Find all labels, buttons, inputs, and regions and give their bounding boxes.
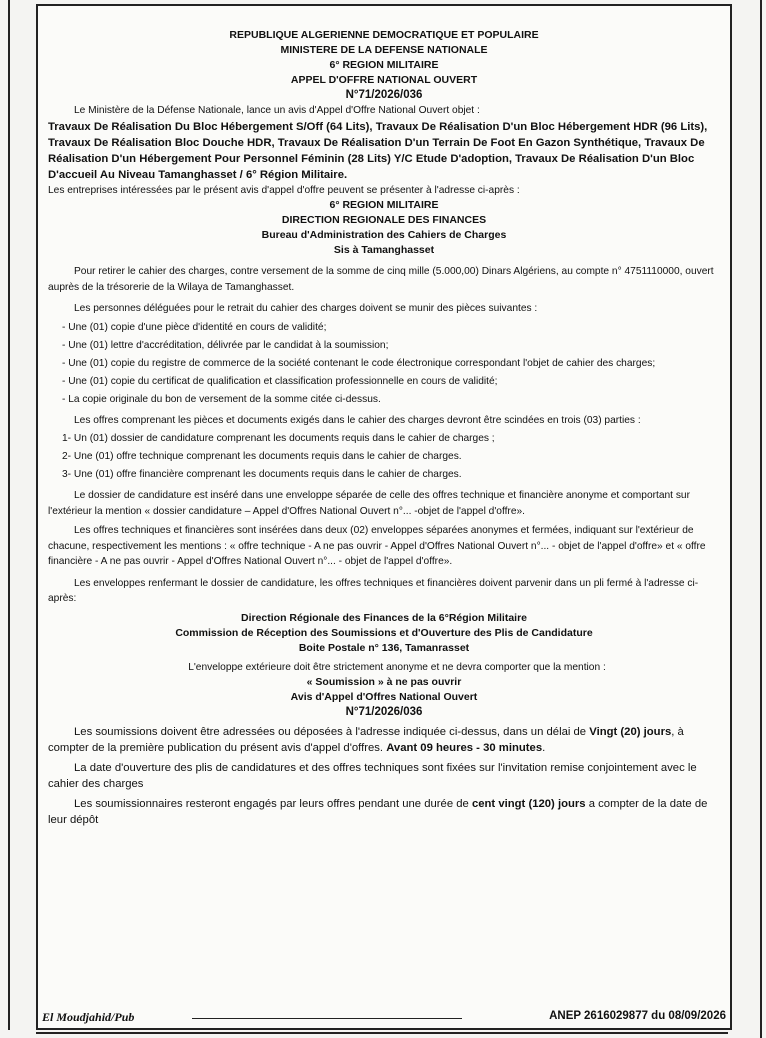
offres-lead: Les offres comprenant les pièces et documents exigés dans le cahier des charges devront être scindées en trois (03) parties : (74, 414, 641, 426)
footer-anep: ANEP 2616029877 du 08/09/2026 (549, 1010, 726, 1022)
engages-paragraph (48, 796, 720, 828)
retrait-paragraph: Pour retirer le cahier des charges, contre versement de la somme de cinq mille (5.000,00) Dinars Algériens, au compte n° 4751110000, ouvert auprès de la trésorerie de la Wilaya de Tamanghasset. (48, 266, 714, 293)
address1-region: 6° REGION MILITAIRE (329, 199, 439, 211)
header-region: 6° REGION MILITAIRE (329, 59, 439, 71)
address1-direction: DIRECTION REGIONALE DES FINANCES (281, 214, 487, 226)
enveloppes-paragraph: Les enveloppes renfermant le dossier de candidature, les offres techniques et financières doivent parvenir dans un pli fermé à l'adresse ci-après: (48, 577, 699, 604)
delai-paragraph (48, 724, 720, 756)
pieces-list (48, 319, 720, 409)
delai-heure: Avant 09 heures - 30 minutes (386, 742, 543, 754)
left-column-rule (0, 0, 10, 1030)
engages-text-c: a compter de la date de leur dépôt (48, 798, 708, 826)
techniques-paragraph: Les offres techniques et financières sont insérées dans deux (02) enveloppes séparées anonymes et fermées, indiquant sur l'extérieur de chacune, respectivement les mentions : « offre technique - A ne pas ouvrir - Appel d'Offres National Ouvert n°... - objet de l'appel d'offre» et « offre financière - A ne pas ouvrir - Appel d'Offres National Ouvert n°... - objet de l'appel d'offre». (48, 525, 706, 567)
mention-avis: Avis d'Appel d'Offres National Ouvert (290, 691, 478, 703)
address2-direction: Direction Régionale des Finances de la 6°Région Militaire (240, 611, 528, 624)
right-column-rule (760, 0, 766, 1038)
intro-lead: Le Ministère de la Défense Nationale, lance un avis d'Appel d'Offre National Ouvert objet : (74, 105, 480, 116)
list-item: - Une (01) lettre d'accréditation, délivrée par le candidat à la soumission; (62, 339, 389, 351)
footer-publication: El Moudjahid/Pub (42, 1010, 135, 1024)
dossier-paragraph: Le dossier de candidature est inséré dans une enveloppe séparée de celle des offres technique et financière anonyme et comportant sur l'extérieur la mention « dossier candidature – Appel d'Offres National Ouvert n°... -objet de l'appel d'offre». (48, 490, 690, 517)
footer-rule (192, 1018, 462, 1019)
list-item: - Une (01) copie du registre de commerce de la société contenant le code électronique correspondant l'objet de cahier des charges; (62, 357, 656, 369)
footer (42, 1010, 726, 1026)
offres-list (48, 430, 720, 484)
delai-duration: Vingt (20) jours (589, 726, 672, 738)
delai-text-c: , à compter de la première publication du présent avis d'appel d'offres. (48, 726, 684, 754)
intro-objet: Travaux De Réalisation Du Bloc Hébergement S/Off (64 Lits), Travaux De Réalisation D'un Bloc Hébergement HDR (96 Lits), Travaux De Réalisation Bloc Douche HDR, Travaux De Réalisation D'un Terrain De Foot En Gazon Synthétique, Travaux De Réalisation D'un Hébergement Pour Personnel Féminin (28 Lits) Y/C Etude D'adoption, Travaux De Réalisation D'un Bloc D'accueil Au Niveau Tamanghasset / 6° Région Militaire. (48, 120, 708, 181)
mention-soumission: « Soumission » à ne pas ouvrir (306, 676, 462, 688)
list-item: - Une (01) copie d'une pièce d'identité en cours de validité; (62, 321, 327, 333)
announcement-frame (36, 4, 732, 1030)
mention-lead: L'enveloppe extérieure doit être strictement anonyme et ne devra comporter que la mention : (188, 661, 606, 673)
address1-bureau: Bureau d'Administration des Cahiers de Charges (261, 229, 507, 241)
bottom-rule (36, 1032, 728, 1034)
engages-text-a: Les soumissionnaires resteront engagés par leurs offres pendant une durée de (74, 798, 472, 810)
header-number: N°71/2026/036 (345, 89, 423, 101)
delai-text-a: Les soumissions doivent être adressées ou déposées à l'adresse indiquée ci-dessus, dans un délai de (74, 726, 590, 738)
address1-sis: Sis à Tamanghasset (333, 244, 435, 256)
personnes-lead: Les personnes déléguées pour le retrait du cahier des charges doivent se munir des pièces suivantes : (74, 303, 538, 314)
intro-entreprises: Les entreprises intéressées par le présent avis d'appel d'offre peuvent se présenter à l'adresse ci-après : (48, 184, 520, 196)
mention-number: N°71/2026/036 (345, 706, 423, 718)
list-item: - Une (01) copie du certificat de qualification et classification professionnelle en cours de validité; (62, 375, 498, 387)
header-ministry: MINISTERE DE LA DEFENSE NATIONALE (280, 44, 488, 56)
list-item: 3- Une (01) offre financière comprenant les documents requis dans le cahier de charges. (62, 469, 462, 480)
list-item: 1- Un (01) dossier de candidature comprenant les documents requis dans le cahier de charges ; (62, 433, 495, 444)
address2-commission: Commission de Réception des Soumissions et d'Ouverture des Plis de Candidature (175, 626, 593, 639)
delai-text-e: . (542, 742, 546, 754)
announcement-content (48, 28, 720, 828)
header-republic: REPUBLIQUE ALGERIENNE DEMOCRATIQUE ET POPULAIRE (229, 29, 539, 41)
address2-bp: Boite Postale n° 136, Tamanrasset (298, 641, 470, 654)
engages-duration: cent vingt (120) jours (471, 798, 586, 810)
list-item: - La copie originale du bon de versement de la somme citée ci-dessus. (62, 393, 381, 405)
header-appel: APPEL D'OFFRE NATIONAL OUVERT (290, 74, 478, 86)
list-item: 2- Une (01) offre technique comprenant les documents requis dans le cahier de charges. (62, 451, 462, 462)
ouverture-paragraph: La date d'ouverture des plis de candidatures et des offres techniques sont fixées sur l'invitation remise conjointement avec le cahier des charges (48, 762, 697, 790)
